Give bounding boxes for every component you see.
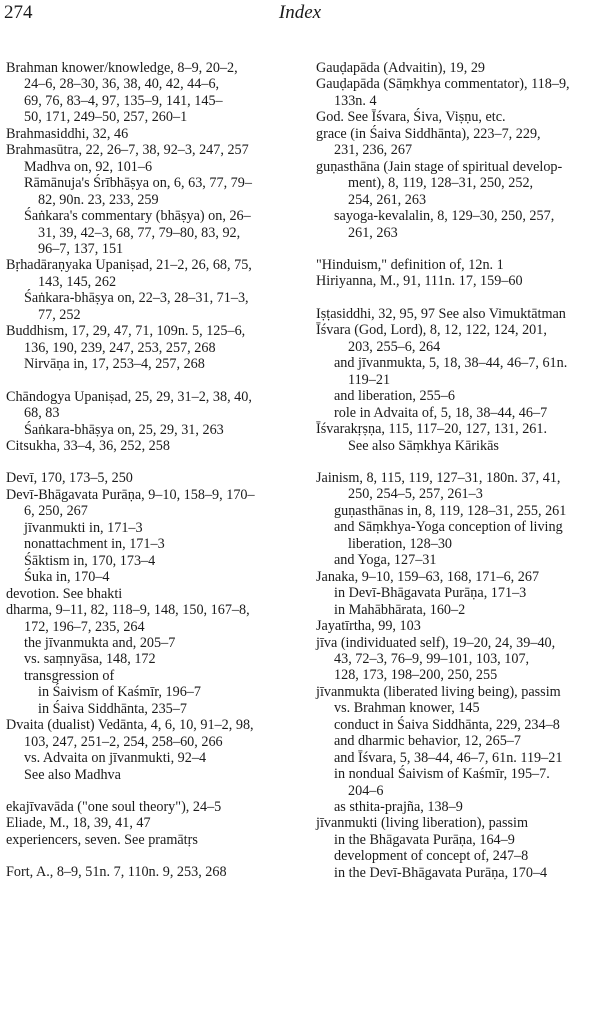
index-subentry: ment), 8, 119, 128–31, 250, 252,	[348, 175, 534, 192]
index-entry: Jayatīrtha, 99, 103	[316, 618, 421, 635]
page-number: 274	[4, 2, 33, 23]
index-subentry: Śuka in, 170–4	[24, 569, 110, 586]
index-subentry: in Devī-Bhāgavata Purāṇa, 171–3	[334, 585, 527, 602]
index-subentry: See also Madhva	[24, 766, 121, 783]
entry-group-gap	[6, 848, 298, 864]
entry-group-gap	[316, 454, 598, 470]
index-entry: Gauḍapāda (Advaitin), 19, 29	[316, 60, 486, 76]
index-subentry: in the Devī-Bhāgavata Purāṇa, 170–4	[334, 864, 548, 881]
index-subentry: 119–21	[348, 371, 391, 388]
index-entry: Brahman knower/knowledge, 8–9, 20–2,	[6, 60, 238, 76]
index-column-right	[316, 60, 598, 881]
index-column-left	[6, 60, 298, 881]
index-subentry: 43, 72–3, 76–9, 99–101, 103, 107,	[334, 650, 530, 667]
index-subentry: 261, 263	[348, 224, 398, 241]
index-subentry: Rāmānuja's Śrībhāṣya on, 6, 63, 77, 79–	[24, 175, 252, 192]
index-subentry: and Yoga, 127–31	[334, 552, 437, 569]
index-subentry: Śāktism in, 170, 173–4	[24, 552, 156, 569]
index-subentry: jīvanmukti in, 171–3	[24, 519, 143, 536]
index-subentry: guṇasthānas in, 8, 119, 128–31, 255, 261	[334, 502, 567, 519]
index-subentry: 133n. 4	[334, 92, 377, 109]
index-subentry: the jīvanmukta and, 205–7	[24, 634, 176, 651]
index-entry: Eliade, M., 18, 39, 41, 47	[6, 815, 151, 832]
index-entry: Janaka, 9–10, 159–63, 168, 171–6, 267	[316, 568, 540, 585]
index-entry: Jainism, 8, 115, 119, 127–31, 180n. 37, 41,	[316, 469, 561, 486]
index-subentry: development of concept of, 247–8	[334, 848, 529, 865]
index-entry: Chāndogya Upaniṣad, 25, 29, 31–2, 38, 40,	[6, 388, 252, 405]
index-entry: Fort, A., 8–9, 51n. 7, 110n. 9, 253, 268	[6, 864, 227, 881]
index-entry: Īśvarakṛṣṇa, 115, 117–20, 127, 131, 261.	[316, 421, 548, 438]
index-subentry: 24–6, 28–30, 36, 38, 40, 42, 44–6,	[24, 76, 220, 93]
index-subentry: in nondual Śaivism of Kaśmīr, 195–7.	[334, 766, 550, 783]
index-entry: Devī, 170, 173–5, 250	[6, 470, 133, 487]
index-entry: Hiriyanna, M., 91, 111n. 17, 159–60	[316, 273, 523, 290]
index-entry: Brahmasiddhi, 32, 46	[6, 125, 129, 142]
index-subentry: 77, 252	[38, 306, 81, 323]
index-subentry: vs. Brahman knower, 145	[334, 700, 480, 717]
index-subentry: and dharmic behavior, 12, 265–7	[334, 733, 521, 750]
index-subentry: 69, 76, 83–4, 97, 135–9, 141, 145–	[24, 92, 223, 109]
entry-group-gap	[6, 373, 298, 389]
index-subentry: 172, 196–7, 235, 264	[24, 618, 145, 635]
index-subentry: 203, 255–6, 264	[348, 338, 441, 355]
index-subentry: vs. saṃnyāsa, 148, 172	[24, 651, 156, 668]
index-subentry: conduct in Śaiva Siddhānta, 229, 234–8	[334, 716, 560, 733]
index-entry: devotion. See bhakti	[6, 585, 123, 602]
index-subentry: Śaṅkara-bhāṣya on, 25, 29, 31, 263	[24, 421, 224, 438]
index-subentry: 128, 173, 198–200, 250, 255	[334, 667, 498, 684]
index-subentry: 250, 254–5, 257, 261–3	[348, 486, 483, 503]
page-header	[0, 2, 600, 28]
index-subentry: nonattachment in, 171–3	[24, 536, 165, 553]
index-subentry: in Mahābhārata, 160–2	[334, 601, 466, 618]
index-subentry: sayoga-kevalalin, 8, 129–30, 250, 257,	[334, 208, 555, 225]
index-subentry: 136, 190, 239, 247, 253, 257, 268	[24, 339, 216, 356]
index-subentry: Nirvāṇa in, 17, 253–4, 257, 268	[24, 356, 205, 373]
index-subentry: in Śaiva Siddhānta, 235–7	[38, 700, 187, 717]
entry-group-gap	[6, 454, 298, 470]
index-subentry: 143, 145, 262	[38, 273, 117, 290]
index-subentry: See also Sāṃkhya Kārikās	[348, 437, 499, 454]
index-subentry: Madhva on, 92, 101–6	[24, 158, 153, 175]
index-entry: jīvanmukti (living liberation), passim	[316, 815, 528, 832]
index-subentry: 103, 247, 251–2, 254, 258–60, 266	[24, 733, 223, 750]
index-subentry: 254, 261, 263	[348, 191, 427, 208]
entry-group-gap	[6, 783, 298, 799]
index-entry: Bṛhadāraṇyaka Upaniṣad, 21–2, 26, 68, 75,	[6, 257, 252, 274]
index-subentry: Śaṅkara's commentary (bhāṣya) on, 26–	[24, 208, 251, 225]
index-subentry: and Sāṃkhya-Yoga conception of living	[334, 519, 563, 536]
index-subentry: 82, 90n. 23, 233, 259	[38, 191, 159, 208]
index-entry: Brahmasūtra, 22, 26–7, 38, 92–3, 247, 257	[6, 142, 249, 159]
index-entry: Dvaita (dualist) Vedānta, 4, 6, 10, 91–2, 98,	[6, 717, 254, 734]
index-subentry: and jīvanmukta, 5, 18, 38–44, 46–7, 61n.	[334, 355, 568, 372]
index-subentry: and Īśvara, 5, 38–44, 46–7, 61n. 119–21	[334, 749, 563, 766]
index-entry: Devī-Bhāgavata Purāṇa, 9–10, 158–9, 170–	[6, 486, 255, 503]
index-entry: grace (in Śaiva Siddhānta), 223–7, 229,	[316, 125, 541, 142]
index-subentry: in the Bhāgavata Purāṇa, 164–9	[334, 831, 515, 848]
index-entry: Īśvara (God, Lord), 8, 12, 122, 124, 201,	[316, 322, 547, 339]
index-entry: guṇasthāna (Jain stage of spiritual develop-	[316, 158, 563, 175]
index-entry: experiencers, seven. See pramātṛs	[6, 831, 198, 848]
index-subentry: transgression of	[24, 667, 115, 684]
entry-group-gap	[316, 290, 598, 306]
index-entry: God. See Īśvara, Śiva, Viṣṇu, etc.	[316, 109, 506, 126]
index-subentry: in Śaivism of Kaśmīr, 196–7	[38, 684, 201, 701]
index-entry: Buddhism, 17, 29, 47, 71, 109n. 5, 125–6,	[6, 323, 246, 340]
index-entry: Iṣṭasiddhi, 32, 95, 97 See also Vimuktātman	[316, 305, 566, 322]
index-entry: ekajīvavāda ("one soul theory"), 24–5	[6, 799, 222, 816]
index-entry: jīvanmukta (liberated living being), passim	[316, 683, 561, 700]
index-subentry: role in Advaita of, 5, 18, 38–44, 46–7	[334, 404, 548, 421]
index-entry: "Hinduism," definition of, 12n. 1	[316, 256, 504, 273]
index-subentry: 68, 83	[24, 405, 60, 422]
running-title: Index	[278, 2, 322, 23]
index-subentry: 231, 236, 267	[334, 142, 413, 159]
index-subentry: 50, 171, 249–50, 257, 260–1	[24, 109, 188, 126]
index-subentry: vs. Advaita on jīvanmukti, 92–4	[24, 750, 207, 767]
index-entry: dharma, 9–11, 82, 118–9, 148, 150, 167–8,	[6, 602, 250, 619]
index-subentry: 96–7, 137, 151	[38, 240, 124, 257]
index-subentry: as sthita-prajña, 138–9	[334, 799, 463, 816]
index-subentry: Śaṅkara-bhāṣya on, 22–3, 28–31, 71–3,	[24, 290, 249, 307]
index-entry: Citsukha, 33–4, 36, 252, 258	[6, 437, 170, 454]
index-entry: jīva (individuated self), 19–20, 24, 39–40,	[316, 634, 556, 651]
index-subentry: 6, 250, 267	[24, 503, 88, 520]
index-subentry: liberation, 128–30	[348, 535, 453, 552]
index-subentry: and liberation, 255–6	[334, 388, 455, 405]
index-entry: Gauḍapāda (Sāṃkhya commentator), 118–9,	[316, 76, 570, 93]
entry-group-gap	[316, 241, 598, 257]
index-subentry: 31, 39, 42–3, 68, 77, 79–80, 83, 92,	[38, 224, 241, 241]
index-subentry: 204–6	[348, 782, 384, 799]
